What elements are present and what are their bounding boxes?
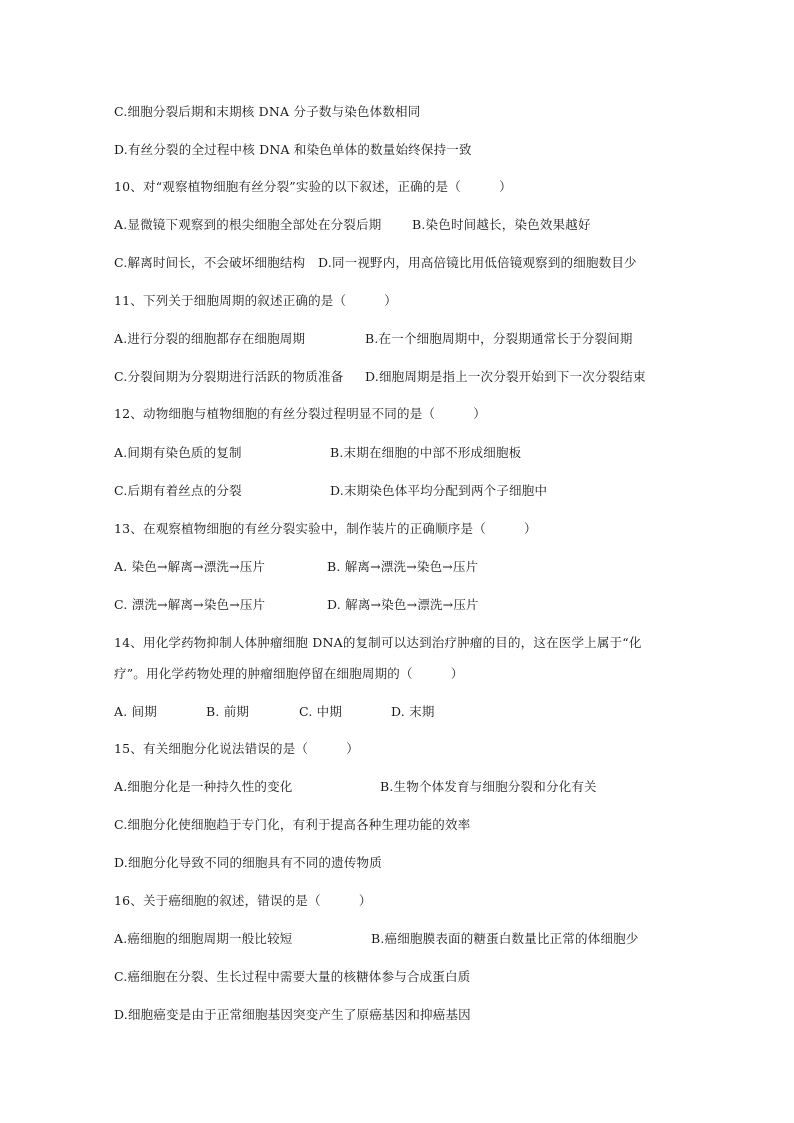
q11-stem: 11、下列关于细胞周期的叙述正确的是（ ） <box>114 293 398 308</box>
q12-stem: 12、动物细胞与植物细胞的有丝分裂过程明显不同的是（ ） <box>114 406 486 421</box>
q13-option-a: A. 染色→解离→漂洗→压片 <box>114 559 266 574</box>
q14-option-c: C. 中期 <box>299 704 343 719</box>
q16-stem: 16、关于癌细胞的叙述，错误的是（ ） <box>114 893 372 908</box>
q11-option-b: B.在一个细胞周期中，分裂期通常长于分裂间期 <box>365 331 633 346</box>
q16-option-d: D.细胞癌变是由于正常细胞基因突变产生了原癌基因和抑癌基因 <box>114 1007 471 1022</box>
q14-option-d: D. 末期 <box>391 704 435 719</box>
q16-option-b: B.癌细胞膜表面的糖蛋白数量比正常的体细胞少 <box>371 931 639 946</box>
q12-option-c: C.后期有着丝点的分裂 <box>114 483 242 498</box>
q14-stem-line2: 疗”。用化学药物处理的肿瘤细胞停留在细胞周期的（ ） <box>114 666 464 681</box>
q15-option-a: A.细胞分化是一种持久性的变化 <box>114 779 293 794</box>
q14-stem-line1: 14、用化学药物抑制人体肿瘤细胞 DNA的复制可以达到治疗肿瘤的目的，这在医学上属于“化 <box>114 635 642 650</box>
q14-option-a: A. 间期 <box>114 704 157 719</box>
q10-stem: 10、对“观察植物细胞有丝分裂”实验的以下叙述，正确的是（ ） <box>114 179 512 194</box>
q13-option-c: C. 漂洗→解离→染色→压片 <box>114 597 266 612</box>
q14-option-b: B. 前期 <box>206 704 250 719</box>
q11-option-d: D.细胞周期是指上一次分裂开始到下一次分裂结束 <box>365 369 646 384</box>
q11-option-c: C.分裂间期为分裂期进行活跃的物质准备 <box>114 369 344 384</box>
q11-option-a: A.进行分裂的细胞都存在细胞周期 <box>114 331 306 346</box>
q12-option-b: B.末期在细胞的中部不形成细胞板 <box>330 445 522 460</box>
q16-option-c: C.癌细胞在分裂、生长过程中需要大量的核糖体参与合成蛋白质 <box>114 969 471 984</box>
q13-stem: 13、在观察植物细胞的有丝分裂实验中，制作装片的正确顺序是（ ） <box>114 521 537 536</box>
q13-option-d: D. 解离→染色→漂洗→压片 <box>327 597 479 612</box>
q12-option-a: A.间期有染色质的复制 <box>114 445 242 460</box>
q16-option-a: A.癌细胞的细胞周期一般比较短 <box>114 931 293 946</box>
q10-option-a: A.显微镜下观察到的根尖细胞全部处在分裂后期 <box>114 217 382 232</box>
q15-stem: 15、有关细胞分化说法错误的是（ ） <box>114 741 359 756</box>
q10-option-c: C.解离时间长，不会破坏细胞结构 <box>114 255 306 270</box>
q9-option-d: D.有丝分裂的全过程中核 DNA 和染色单体的数量始终保持一致 <box>114 142 472 157</box>
q10-option-b: B.染色时间越长，染色效果越好 <box>412 217 591 232</box>
q9-option-c: C.细胞分裂后期和末期核 DNA 分子数与染色体数相同 <box>114 104 421 119</box>
q12-option-d: D.末期染色体平均分配到两个子细胞中 <box>330 483 548 498</box>
q15-option-d: D.细胞分化导致不同的细胞具有不同的遗传物质 <box>114 855 382 870</box>
q10-option-d: D.同一视野内，用高倍镜比用低倍镜观察到的细胞数目少 <box>318 255 637 270</box>
q15-option-c: C.细胞分化使细胞趋于专门化，有利于提高各种生理功能的效率 <box>114 817 471 832</box>
q13-option-b: B. 解离→漂洗→染色→压片 <box>327 559 479 574</box>
q15-option-b: B.生物个体发育与细胞分裂和分化有关 <box>380 779 597 794</box>
